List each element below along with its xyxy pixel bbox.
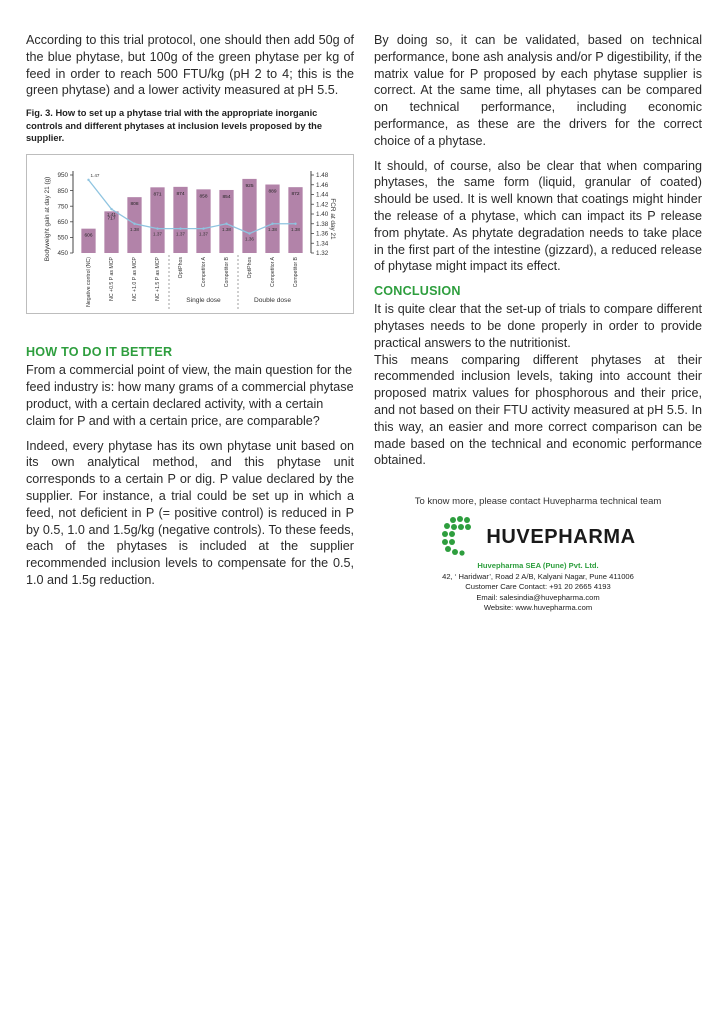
left-paragraph-2: From a commercial point of view, the main question for the feed industry is: how many grams of a commercial phytase product, with a certain declared activity, with a certain claim for P and with a certain price, are comparable? (26, 363, 354, 428)
fcr-value-label: 1.37 (199, 232, 208, 238)
fcr-value-label: 1.41 (107, 212, 116, 218)
x-tick-label: Competitor B (224, 257, 230, 288)
bar (265, 185, 279, 253)
right-tick-label: 1.44 (316, 192, 329, 200)
bar-value-label: 872 (291, 192, 300, 198)
fcr-point (294, 223, 296, 225)
right-tick-label: 1.38 (316, 221, 329, 229)
section-heading-conclusion: CONCLUSION (374, 284, 461, 299)
right-column (374, 32, 702, 477)
y-tick-label: 450 (57, 250, 68, 258)
right-tick-label: 1.46 (316, 182, 329, 190)
x-tick-label: NC +0.5 P as MCP (109, 257, 115, 302)
fcr-line (89, 180, 296, 234)
fcr-point (225, 223, 227, 225)
x-tick-label: NC +1.0 P as MCP (132, 257, 138, 302)
bar-value-label: 717 (107, 216, 116, 222)
right-paragraph-1: By doing so, it can be validated, based on technical performance, bone ash analysis and/or P digestibility, if the matrix value for P proposed by each phytase supplier is correct. At the same time, all phytases can be compared on technical performance, including economic performance, as these are the drivers for the correct choice of a phytase. (374, 33, 702, 148)
right-tick-label: 1.40 (316, 211, 329, 219)
bar-value-label: 874 (176, 192, 185, 198)
bar-line-chart (27, 155, 353, 313)
left-paragraph-1: According to this trial protocol, one should then add 50g of the blue phytase, but 100g of the green phytase per kg of feed in order to reach 500 FTU/kg (pH 2 to 4; this is the green phytase) and a lower activity measured at pH 5.5. (26, 33, 354, 98)
fcr-point (110, 208, 112, 210)
x-tick-label: Competitor A (270, 257, 276, 288)
right-tick-label: 1.34 (316, 240, 329, 248)
x-tick-label: OptiPhos (247, 257, 253, 279)
chart-frame (26, 154, 354, 314)
x-tick-label: Negative control (NC) (86, 257, 92, 308)
bar-value-label: 925 (245, 184, 254, 190)
group-label: Double dose (253, 297, 292, 305)
y-tick-label: 950 (57, 172, 68, 180)
fcr-value-label: 1.36 (245, 236, 254, 242)
contact-block (374, 496, 702, 614)
bar-value-label: 808 (130, 202, 139, 208)
company-website[interactable]: Website: www.huvepharma.com (483, 603, 593, 613)
fcr-point (248, 233, 250, 235)
fcr-value-label: 1.38 (268, 227, 277, 233)
fcr-point (179, 228, 181, 230)
fcr-value-label: 1.38 (130, 227, 139, 233)
huvepharma-logo (374, 513, 702, 561)
right-tick-label: 1.36 (316, 231, 329, 239)
x-tick-label: Competitor B (293, 257, 299, 288)
bar-value-label: 858 (199, 194, 208, 200)
fcr-point (133, 223, 135, 225)
company-phone: Customer Care Contact: +91 20 2665 4193 (465, 582, 611, 592)
right-paragraph-4: This means comparing different phytases at their recommended inclusion levels, taking into account their proposed matrix values for phosphorous and their price, and not based on their FTU activity measured at pH 5.5. In this way, an easier and more correct comparison can be made based on the technical and economic performance obtained. (374, 352, 702, 468)
y-tick-label: 750 (57, 203, 68, 211)
fcr-value-label: 1.47 (90, 173, 100, 179)
right-paragraph-2: It should, of course, also be clear that when comparing phytases, the same form (liquid, granular of coated) should be used. It is well known that coatings might hinder the release of a phytase, which can impact its P release from phytate. As phytate degradation needs to take place in the first part of the intestine (gizzard), a reduced release of phytase might impact its effect. (374, 158, 702, 274)
right-axis-label: FCR at day 21 (329, 198, 336, 241)
section-heading-how: HOW TO DO IT BETTER (26, 345, 173, 360)
fcr-value-label: 1.37 (176, 232, 185, 238)
x-tick-label: OptiPhos (178, 257, 184, 279)
company-email[interactable]: Email: salesindia@huvepharma.com (476, 592, 600, 602)
logo-dots-icon (440, 516, 480, 558)
y-axis-label: Bodyweight gain at day 21 (g) (44, 177, 51, 262)
left-paragraph-3: Indeed, every phytase has its own phytase unit based on its own analytical method, and this phytase unit corresponds to a certain P or dig. P value declared by the supplier. For instance, a trial could be set up in which a feed, not deficient in P (= positive control) is reduced in P by 0.5, 1.0 and 1.5g/kg (negative controls). To these feeds, each of the phytases is included at the supplier recommended inclusion levels to compensate for the 0.5, 1.0 and 1.5g reduction. (26, 438, 354, 587)
bar-value-label: 889 (268, 189, 277, 195)
bar (81, 229, 95, 253)
company-address: 42, ‘ Haridwar’, Road 2 A/B, Kalyani Nagar, Pune 411006 (442, 571, 634, 581)
bar-value-label: 871 (153, 192, 162, 198)
fcr-point (202, 228, 204, 230)
y-tick-label: 550 (57, 235, 68, 243)
contact-address-block (374, 561, 702, 614)
right-tick-label: 1.32 (316, 250, 329, 258)
fcr-value-label: 1.38 (291, 227, 300, 233)
fcr-point (156, 228, 158, 230)
fcr-point (87, 179, 89, 181)
x-tick-label: NC +1.5 P as MCP (155, 257, 161, 302)
x-tick-label: Competitor A (201, 257, 207, 288)
bar-value-label: 854 (222, 195, 231, 201)
left-column (26, 32, 354, 597)
right-tick-label: 1.48 (316, 172, 329, 180)
bar-value-label: 606 (84, 234, 93, 240)
contact-lead: To know more, please contact Huvepharma technical team (414, 496, 662, 507)
fcr-value-label: 1.38 (222, 227, 231, 233)
right-tick-label: 1.42 (316, 201, 329, 209)
fcr-point (271, 223, 273, 225)
y-tick-label: 850 (57, 188, 68, 196)
fcr-value-label: 1.37 (153, 232, 162, 238)
logo-text: HUVEPHARMA (486, 525, 636, 548)
y-tick-label: 650 (57, 219, 68, 227)
company-name: Huvepharma SEA (Pune) Pvt. Ltd. (477, 561, 599, 570)
bar (242, 179, 256, 253)
group-label: Single dose (186, 297, 221, 305)
figure-caption: Fig. 3. How to set up a phytase trial with the appropriate inorganic controls and different phytases at inclusion levels proposed by the supplier. (26, 108, 323, 143)
right-paragraph-3: It is quite clear that the set-up of trials to compare different phytases needs to be done properly in order to provide practical answers to the nutritionist. (374, 302, 702, 350)
